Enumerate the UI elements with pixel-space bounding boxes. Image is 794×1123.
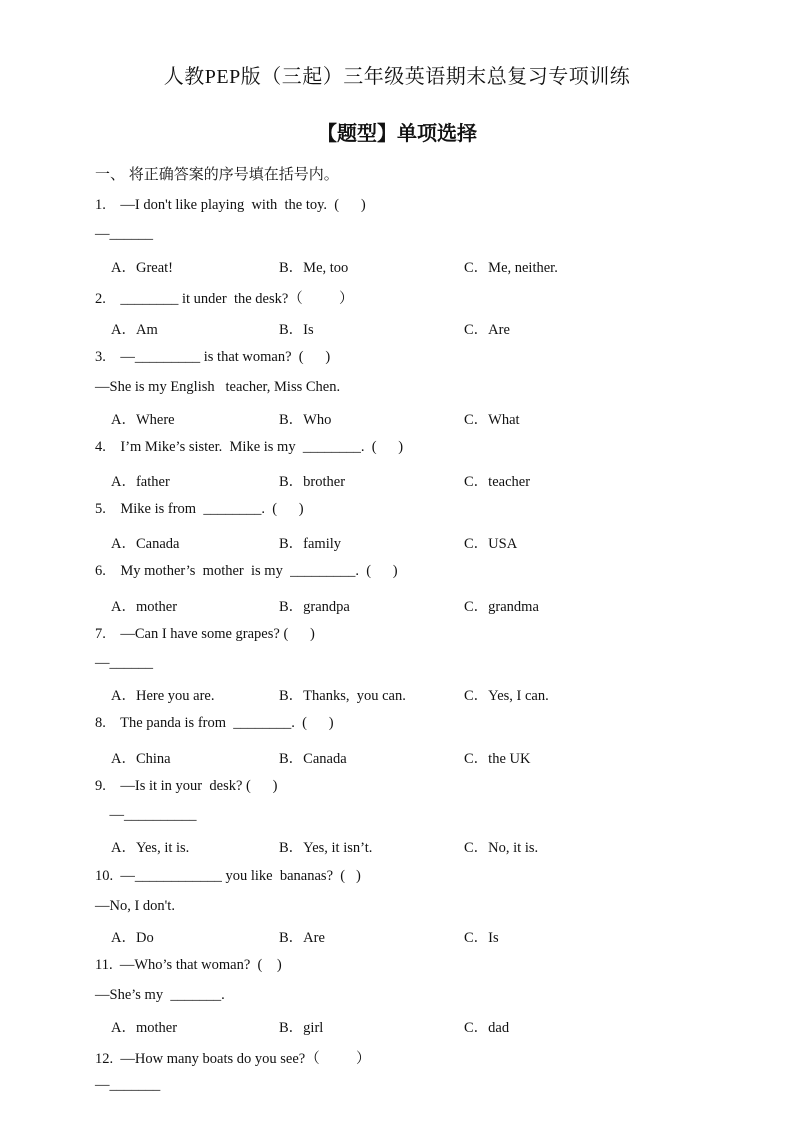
question-6-option-b: B．grandpa [279, 599, 350, 615]
question-7-answer-line: —______ [95, 655, 153, 671]
question-7-option-c: C．Yes, I can. [464, 688, 549, 704]
question-7-option-a: A．Here you are. [111, 688, 215, 704]
question-1-answer-line: —______ [95, 226, 153, 242]
question-6-option-a: A．mother [111, 599, 178, 615]
question-7-option-b: B．Thanks, you can. [279, 688, 406, 704]
page-title: 人教PEP版（三起）三年级英语期末总复习专项训练 [163, 66, 631, 88]
question-7-stem: 7. —Can I have some grapes? ( ) [95, 626, 315, 642]
question-2-stem: 2. ________ it under the desk?（ ） [95, 291, 354, 307]
question-12-answer-line: —_______ [95, 1077, 161, 1093]
question-5-option-c: C．USA [464, 536, 518, 552]
question-8-option-a: A．China [111, 751, 171, 767]
question-3-option-c: C．What [464, 412, 520, 428]
question-2-option-b: B．Is [279, 322, 314, 338]
question-12-stem: 12. —How many boats do you see?（ ） [95, 1051, 371, 1067]
question-9-option-c: C．No, it is. [464, 840, 539, 856]
question-1-option-c: C．Me, neither. [464, 260, 558, 276]
question-3-option-a: A．Where [111, 412, 175, 428]
question-11-option-c: C．dad [464, 1020, 510, 1036]
question-2-option-a: A．Am [111, 322, 158, 338]
question-8-stem: 8. The panda is from ________. ( ) [95, 715, 334, 731]
question-3-option-b: B．Who [279, 412, 332, 428]
question-8-option-c: C．the UK [464, 751, 531, 767]
question-3-stem: 3. —_________ is that woman? ( ) [95, 349, 331, 365]
question-6-stem: 6. My mother’s mother is my _________. ( ) [95, 563, 398, 579]
question-9-option-a: A．Yes, it is. [111, 840, 190, 856]
question-11-option-b: B．girl [279, 1020, 324, 1036]
question-1-option-a: A．Great! [111, 260, 174, 276]
question-10-response: —No, I don't. [95, 898, 175, 914]
question-11-response: —She’s my _______. [95, 987, 225, 1003]
question-1-stem: 1. —I don't like playing with the toy. ( ) [95, 197, 366, 213]
question-9-answer-line: —__________ [95, 807, 197, 823]
question-3-response: —She is my English teacher, Miss Chen. [95, 379, 341, 395]
question-10-option-a: A．Do [111, 930, 154, 946]
question-10-option-c: C．Is [464, 930, 499, 946]
question-4-option-b: B．brother [279, 474, 346, 490]
question-11-option-a: A．mother [111, 1020, 178, 1036]
question-10-option-b: B．Are [279, 930, 325, 946]
question-9-option-b: B．Yes, it isn’t. [279, 840, 373, 856]
question-4-option-a: A．father [111, 474, 170, 490]
section-type-heading: 【题型】单项选择 [317, 121, 477, 145]
section-instruction: 一、 将正确答案的序号填在括号内。 [95, 167, 339, 183]
question-4-stem: 4. I’m Mike’s sister. Mike is my ________. ( ) [95, 439, 404, 455]
question-1-option-b: B．Me, too [279, 260, 349, 276]
question-4-option-c: C．teacher [464, 474, 531, 490]
question-5-option-a: A．Canada [111, 536, 180, 552]
question-10-stem: 10. —____________ you like bananas? ( ) [95, 868, 361, 884]
question-8-option-b: B．Canada [279, 751, 347, 767]
question-9-stem: 9. —Is it in your desk? ( ) [95, 778, 278, 794]
question-5-stem: 5. Mike is from ________. ( ) [95, 501, 304, 517]
question-6-option-c: C．grandma [464, 599, 539, 615]
question-11-stem: 11. —Who’s that woman? ( ) [95, 957, 282, 973]
question-2-option-c: C．Are [464, 322, 510, 338]
question-5-option-b: B．family [279, 536, 342, 552]
